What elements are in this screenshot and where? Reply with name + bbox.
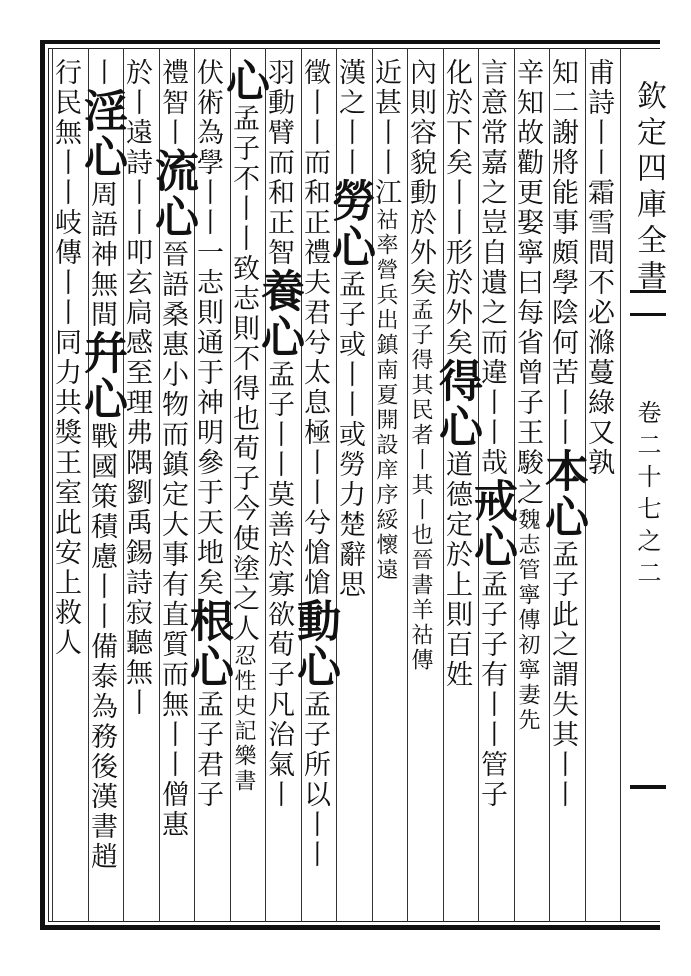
text-segment: 岐傳丨丨同力共獎王室此安上救人 (50, 208, 81, 658)
column-rule (620, 48, 621, 922)
text-column (370, 58, 406, 918)
text-column (50, 58, 86, 918)
entry-heading: 本心 (537, 448, 588, 540)
text-segment: 忍性史記樂書 (231, 644, 256, 794)
fish-tail-mark (630, 290, 666, 316)
text-column (253, 58, 304, 918)
text-segment: 孟子不丨丨致志則不得也荀子今使塗之人 (228, 104, 259, 644)
book-title: 欽定四庫全書 (631, 80, 666, 296)
text-segment: 辛知故勸更娶寧曰每省曾子王駿之 (512, 58, 543, 508)
text-segment: 於丨 (121, 58, 152, 118)
text-segment: 漢之丨丨 (334, 58, 365, 178)
entry-heading: 動心 (289, 598, 340, 690)
entry-heading: 淫心 (76, 88, 127, 180)
text-segment: 徵丨丨而和正禮 (299, 58, 330, 268)
entry-heading: 心 (218, 58, 269, 104)
text-column (466, 58, 517, 918)
text-segment: 孟子所以丨丨 (299, 690, 330, 870)
text-segment: 祜率營兵出鎮南夏開設庠序綏懷遠 (373, 208, 398, 583)
text-segment: 魏志管寧傳初寧妻先 (515, 508, 540, 733)
entry-heading: 得心 (431, 358, 482, 450)
text-segment: 行民無丨丨 (50, 58, 81, 208)
text-segment: 丨 (86, 58, 117, 88)
text-column (583, 58, 619, 918)
text-segment: 化於下矣丨丨形於外矣 (441, 58, 472, 358)
text-column (182, 58, 233, 918)
entry-heading: 養心 (253, 268, 304, 360)
text-column (121, 58, 157, 918)
entry-heading: 戒心 (466, 478, 517, 570)
margin-band (626, 80, 666, 800)
text-segment: 晉語桑惠小物而鎮定大事有直質而無丨丨僧惠 (157, 240, 188, 840)
text-column (147, 58, 198, 918)
text-segment: 孟子此之謂失其丨丨 (547, 540, 578, 810)
text-segment: 夫君兮太息極丨丨兮愴愴 (299, 268, 330, 598)
text-segment: 孟子丨丨莫善於寡欲荀子凡治氣丨 (263, 360, 294, 810)
text-column (289, 58, 340, 918)
text-column (76, 58, 127, 918)
text-column (405, 58, 441, 918)
text-segment: 戰國策積慮丨丨備泰為務後漢書趙 (86, 422, 117, 872)
text-segment: 言意常嘉之豈自遺之而違丨丨哉 (476, 58, 507, 478)
text-segment: 伏術為學丨丨一志則通于神明參于天地矣 (192, 58, 223, 598)
text-column (218, 58, 269, 918)
text-segment: 孟子或丨丨或勞力楚辭思 (334, 270, 365, 600)
text-segment: 孟子得其民者丨其丨也晉書羊祜傳 (408, 298, 433, 673)
text-segment: 周語神無間 (86, 180, 117, 330)
text-segment: 孟子子有丨丨管子 (476, 570, 507, 810)
text-segment: 內則容貌動於外矣 (405, 58, 436, 298)
text-segment: 近甚丨丨江 (370, 58, 401, 208)
volume-label: 卷二十七之二 (633, 400, 661, 592)
text-segment: 禮智丨 (157, 58, 188, 148)
text-segment: 知二謝將能事頗學陰何苦丨丨 (547, 58, 578, 448)
text-segment: 道德定於上則百姓 (441, 450, 472, 690)
text-segment: 孟子君子 (192, 690, 223, 810)
entry-heading: 勞心 (324, 178, 375, 270)
text-column (537, 58, 588, 918)
entry-heading: 流心 (147, 148, 198, 240)
text-segment: 遠詩丨丨叩玄扃感至理弗隅劉禹錫詩寂聽無丨 (121, 118, 152, 718)
text-column (324, 58, 375, 918)
text-segment: 甫詩丨丨霜雪間不必滌蔓綠又孰 (583, 58, 614, 478)
text-column (512, 58, 548, 918)
fish-tail-mark-lower (630, 785, 666, 789)
text-segment: 羽動臂而和正智 (263, 58, 294, 268)
entry-heading: 幷心 (76, 330, 127, 422)
text-column (431, 58, 482, 918)
entry-heading: 根心 (182, 598, 233, 690)
